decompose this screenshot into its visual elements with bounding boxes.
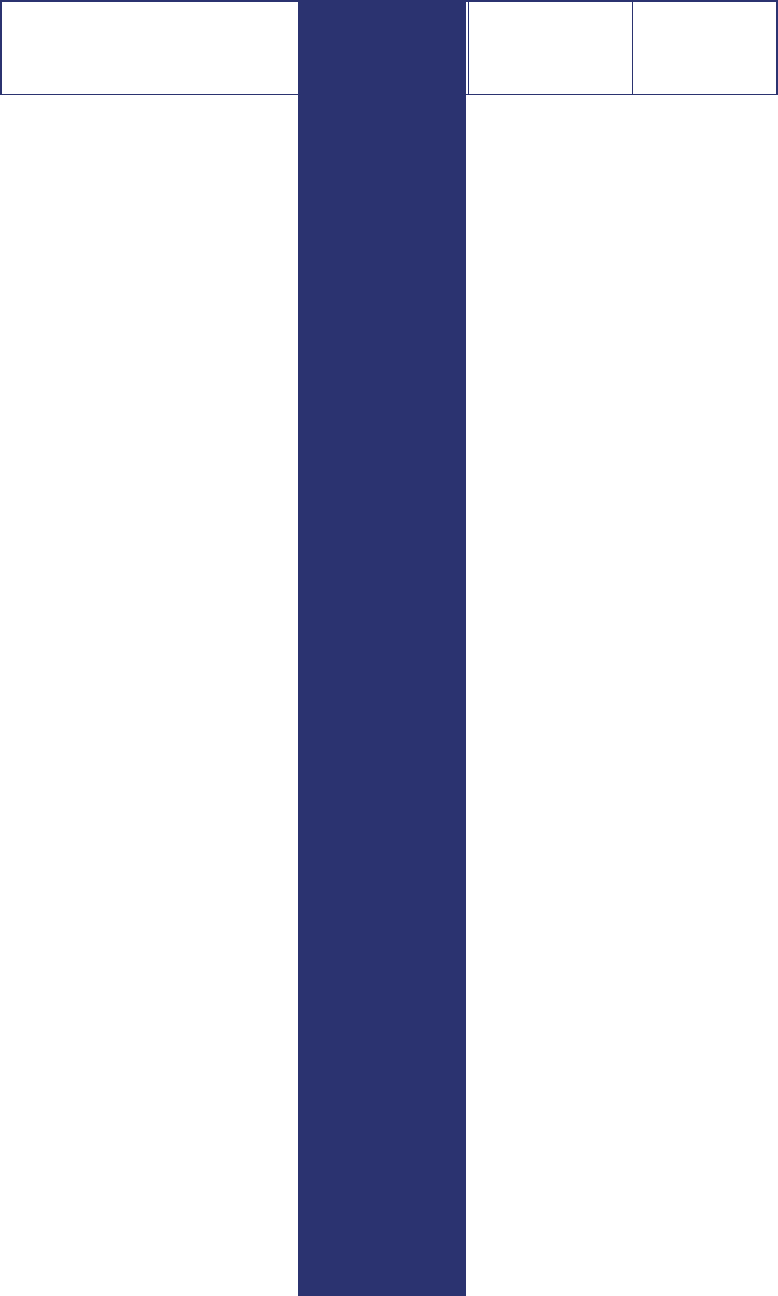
silk-plaster-logo: [300, 2, 468, 94]
advantages-header: [2, 2, 300, 94]
silk-plaster-column-bg: [298, 0, 466, 1296]
oboi-header: [468, 2, 632, 94]
table-header: [0, 0, 778, 95]
kraski-header: [632, 2, 778, 94]
